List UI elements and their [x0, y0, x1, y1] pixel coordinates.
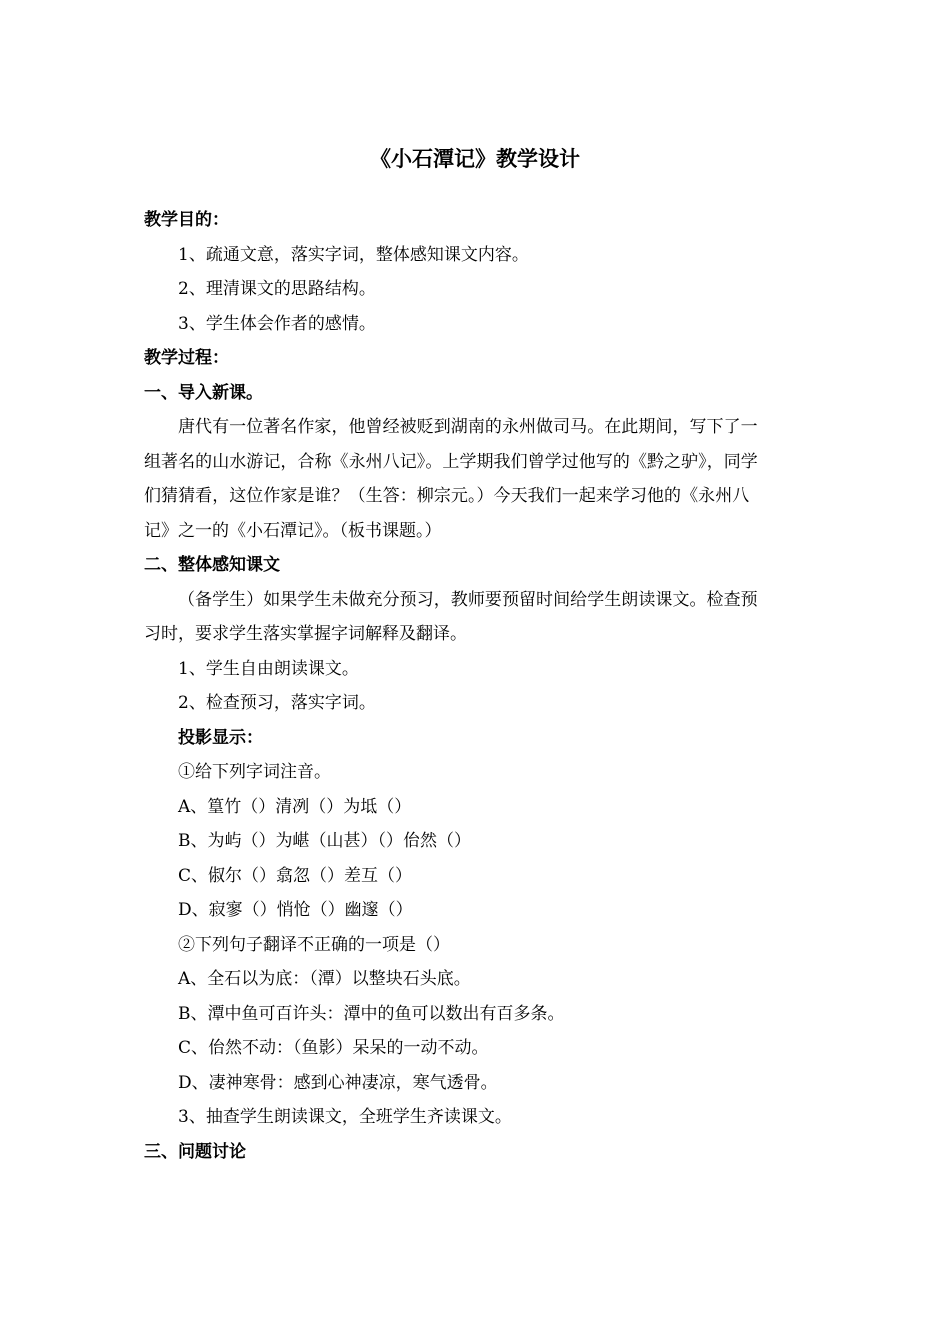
- step-item: 2、检查预习，落实字词。: [178, 693, 376, 713]
- question-option: C、俶尔（）翕忽（）差互（）: [178, 865, 413, 886]
- question-option: C、佁然不动：（鱼影）呆呆的一动不动。: [178, 1038, 489, 1058]
- question-prompt: ①给下列字词注音。: [178, 762, 331, 782]
- question-option: D、凄神寒骨：感到心神凄凉，寒气透骨。: [178, 1072, 498, 1093]
- question-option: B、为屿（）为嵁（山甚）（）佁然（）: [178, 831, 471, 851]
- goals-heading: 教学目的：: [144, 210, 229, 230]
- section-heading-intro: 一、导入新课。: [144, 382, 263, 403]
- paragraph-line: 记》之一的《小石潭记》。（板书课题。）: [144, 520, 442, 541]
- section-heading-overview: 二、整体感知课文: [144, 555, 280, 575]
- step-item: 1、学生自由朗读课文。: [178, 658, 359, 679]
- paragraph-line: 唐代有一位著名作家，他曾经被贬到湖南的永州做司马。在此期间，写下了一: [178, 417, 758, 437]
- goal-item: 1、疏通文意，落实字词，整体感知课文内容。: [178, 244, 529, 265]
- goal-item: 3、学生体会作者的感情。: [178, 313, 376, 334]
- question-option: D、寂寥（）悄怆（）幽邃（）: [178, 900, 413, 920]
- document-title: 《小石潭记》教学设计: [370, 146, 580, 171]
- paragraph-line: 习时，要求学生落实掌握字词解释及翻译。: [144, 624, 467, 644]
- paragraph-line: 们猜猜看，这位作家是谁？（生答：柳宗元。）今天我们一起来学习他的《永州八: [144, 486, 750, 506]
- question-option: A、篁竹（）清冽（）为坻（）: [178, 796, 412, 817]
- paragraph-line: （备学生）如果学生未做充分预习，教师要预留时间给学生朗读课文。检查预: [178, 589, 758, 610]
- goal-item: 2、理清课文的思路结构。: [178, 279, 376, 299]
- step-item: 3、抽查学生朗读课文，全班学生齐读课文。: [178, 1107, 512, 1127]
- projection-label: 投影显示：: [178, 727, 263, 748]
- paragraph-line: 组著名的山水游记，合称《永州八记》。上学期我们曾学过他写的《黔之驴》，同学: [144, 451, 758, 472]
- question-option: A、全石以为底：（潭）以整块石头底。: [178, 969, 471, 989]
- question-option: B、潭中鱼可百许头：潭中的鱼可以数出有百多条。: [178, 1003, 565, 1024]
- process-heading: 教学过程：: [144, 348, 229, 368]
- section-heading-discussion: 三、问题讨论: [144, 1141, 246, 1162]
- question-prompt: ②下列句子翻译不正确的一项是（）: [178, 934, 450, 955]
- document-body: [144, 203, 809, 1169]
